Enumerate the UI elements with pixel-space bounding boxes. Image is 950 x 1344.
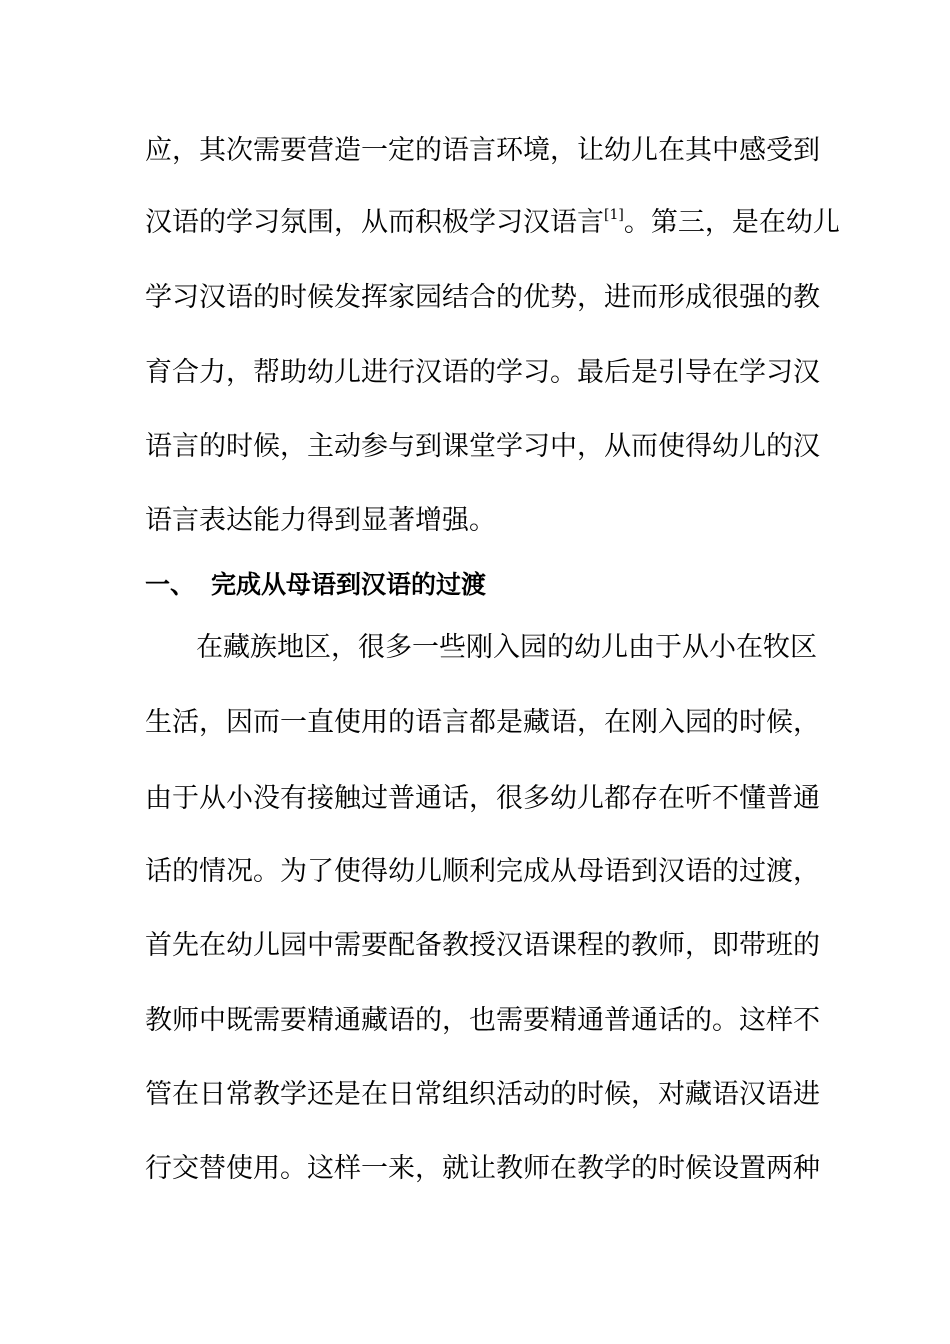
paragraph-line: 语言的时候，主动参与到课堂学习中，从而使得幼儿的汉 [145,431,820,462]
citation-superscript: [1] [604,207,624,223]
section-heading [145,567,486,603]
paragraph-line: 在藏族地区，很多一些刚入园的幼儿由于从小在牧区 [196,632,817,663]
paragraph-line: 首先在幼儿园中需要配备教授汉语课程的教师，即带班的 [145,930,820,961]
paragraph-line [145,205,840,241]
paragraph-line: 管在日常教学还是在日常组织活动的时候，对藏语汉语进 [145,1079,820,1110]
paragraph-line: 育合力，帮助幼儿进行汉语的学习。最后是引导在学习汉 [145,357,820,388]
paragraph-line: 学习汉语的时候发挥家园结合的优势，进而形成很强的教 [145,282,820,313]
paragraph-line: 话的情况。为了使得幼儿顺利完成从母语到汉语的过渡， [145,856,820,887]
line-text: 汉语的学习氛围，从而积极学习汉语言 [145,207,604,238]
section-title: 完成从母语到汉语的过渡 [211,570,487,599]
section-number: 一、 [145,570,196,599]
paragraph-line: 生活，因而一直使用的语言都是藏语，在刚入园的时候， [145,707,820,738]
line-text: 。第三，是在幼儿 [623,207,840,238]
paragraph-line: 语言表达能力得到显著增强。 [145,505,496,536]
paragraph-line: 教师中既需要精通藏语的，也需要精通普通话的。这样不 [145,1005,820,1036]
paragraph-line: 应，其次需要营造一定的语言环境，让幼儿在其中感受到 [145,135,820,166]
paragraph-line: 行交替使用。这样一来，就让教师在教学的时候设置两种 [145,1153,820,1184]
paragraph-line: 由于从小没有接触过普通话，很多幼儿都存在听不懂普通 [145,783,820,814]
